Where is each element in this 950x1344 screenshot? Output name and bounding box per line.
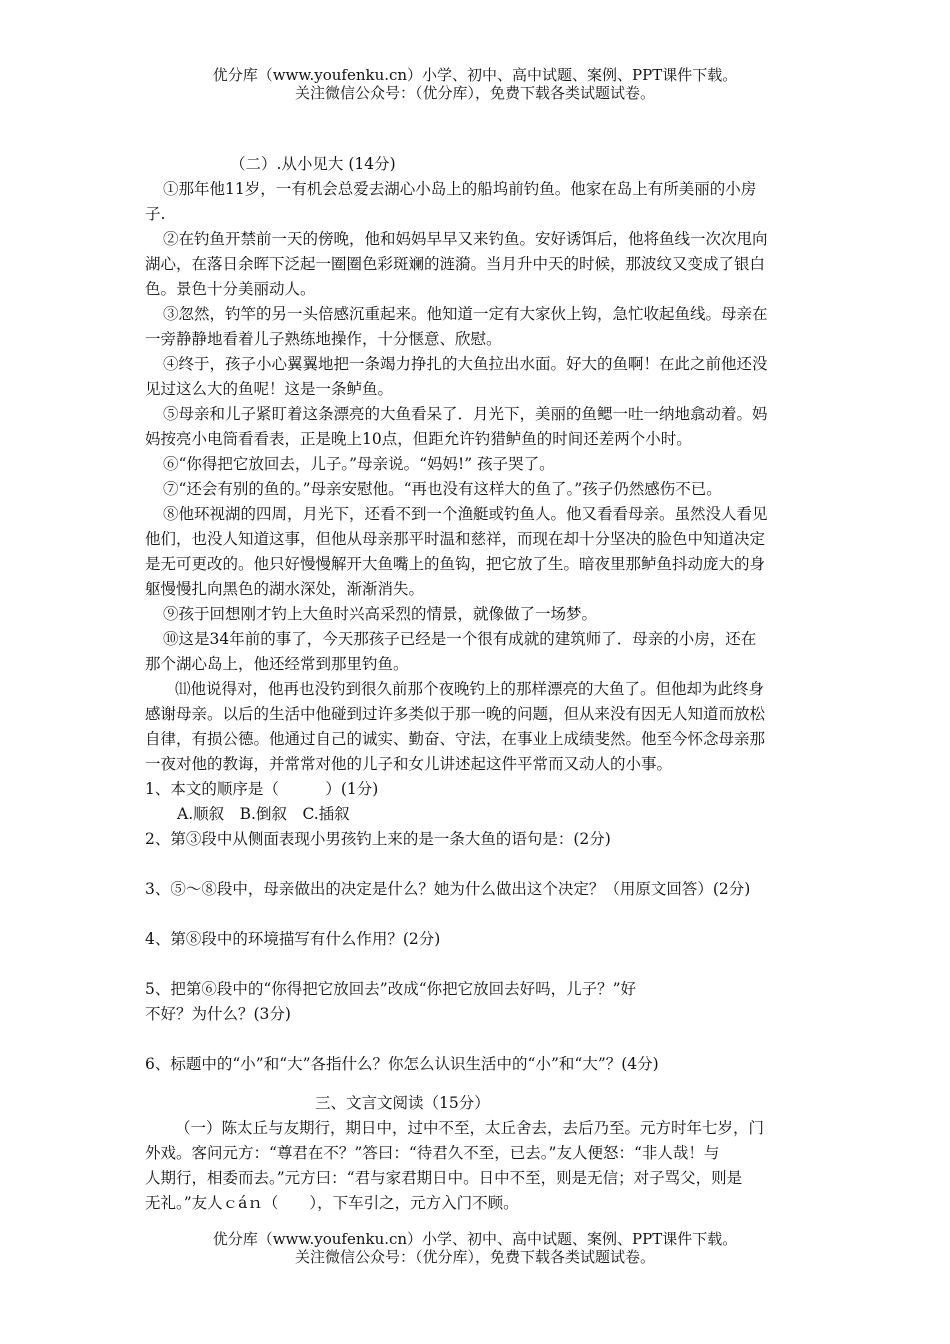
question-1-options: A.顺叙 B.倒叙 C.插叙 [177,805,350,823]
paragraph-line: 是无可更改的。他只好慢慢解开大鱼嘴上的鱼钩，把它放了生。暗夜里那鲈鱼抖动庞大的身 [145,555,766,573]
passage-line: 人期行，相委而去。”元方曰：“君与家君期日中。日中不至，则是无信；对子骂父，则是 [145,1169,743,1187]
paragraph-line: 躯慢慢扎向黑色的湖水深处，渐渐消失。 [145,580,425,598]
footer-line-2: 关注微信公众号：（优分库），免费下载各类试题试卷。 [294,1248,655,1266]
page-footer [0,1230,950,1266]
section2-title: （二）.从小见大 (14分) [230,155,396,173]
question-6: 6、标题中的“小”和“大”各指什么？你怎么认识生活中的“小”和“大”？(4分) [145,1055,659,1073]
paragraph-line: 感谢母亲。以后的生活中他碰到过许多类似于那一晚的问题，但从来没有因无人知道而放松 [145,705,766,723]
question-4: 4、第⑧段中的环境描写有什么作用？(2分) [145,930,441,948]
section3-title: 三、文言文阅读（15分） [315,1094,490,1112]
paragraph-line: 自律，有损公德。他通过自己的诚实、勤奋、守法，在事业上成绩斐然。他至今怀念母亲那 [145,730,766,748]
question-5-line-2: 不好？为什么？(3分) [145,1005,291,1023]
header-line-2: 关注微信公众号：（优分库），免费下载各类试题试卷。 [294,84,655,102]
question-5-line-1: 5、把第⑥段中的“你得把它放回去”改成“你把它放回去好吗，儿子？”好 [145,980,637,998]
paragraph-first-line: ④终于，孩子小心翼翼地把一条竭力挣扎的大鱼拉出水面。好大的鱼啊！在此之前他还没 [163,355,768,373]
question-2: 2、第③段中从侧面表现小男孩钓上来的是一条大鱼的语句是：(2分) [145,830,611,848]
question-1: 1、本文的顺序是（ ）(1分) [145,780,379,798]
question-3: 3、⑤～⑧段中，母亲做出的决定是什么？她为什么做出这个决定？（用原文回答）(2分) [145,880,751,898]
paragraph-line: 一旁静静地看着儿子熟练地操作，十分惬意、欣慰。 [145,330,502,348]
paragraph-line: 见过这么大的鱼呢！这是一条鲈鱼。 [145,380,394,398]
paragraph-first-line: ⑾他说得对，他再也没钓到很久前那个夜晚钓上的那样漂亮的大鱼了。但他却为此终身 [175,680,765,698]
section3-passage [145,1116,815,1216]
paragraph-first-line: ⑩这是34年前的事了，今天那孩子已经是一个很有成就的建筑师了．母亲的小房，还在 [163,630,757,648]
paragraph-first-line: ⑨孩于回想刚才钓上大鱼时兴高采烈的情景，就像做了一场梦。 [163,605,598,623]
section2-paragraphs [145,177,815,777]
page-header [0,66,950,102]
paragraph-first-line: ②在钓鱼开禁前一天的傍晚，他和妈妈早早又来钓鱼。安好诱饵后，他将鱼线一次次甩向 [163,230,768,248]
paragraph-line: 子. [145,205,166,223]
passage-line: （一）陈太丘与友期行，期日中，过中不至，太丘舍去，去后乃至。元方时年七岁，门 [175,1119,765,1137]
paragraph-first-line: ⑦“还会有别的鱼的。”母亲安慰他。“再也没有这样大的鱼了。”孩子仍然感伤不已。 [163,480,722,498]
passage-line: 无礼。”友人ｃáｎ（ ），下车引之，元方入门不顾。 [145,1194,519,1212]
document-body [145,152,815,1216]
paragraph-first-line: ①那年他11岁，一有机会总爱去湖心小岛上的船坞前钓鱼。他家在岛上有所美丽的小房 [163,180,757,198]
paragraph-first-line: ⑥“你得把它放回去，儿子。”母亲说。“妈妈!” 孩子哭了。 [163,455,555,473]
paragraph-first-line: ⑧他环视湖的四周，月光下，还看不到一个渔艇或钓鱼人。他又看看母亲。虽然没人看见 [163,505,768,523]
paragraph-line: 湖心，在落日余晖下泛起一圈圈色彩斑斓的涟漪。当月升中天的时候，那波纹又变成了银白 [145,255,766,273]
paragraph-line: 那个湖心岛上，他还经常到那里钓鱼。 [145,655,409,673]
paragraph-first-line: ⑤母亲和儿子紧盯着这条漂亮的大鱼看呆了．月光下，美丽的鱼鳃一吐一纳地翕动着。妈 [163,405,768,423]
passage-line: 外戏。客问元方：“尊君在不？”答曰：“待君久不至，已去。”友人便怒：“非人哉！与 [145,1144,720,1162]
paragraph-line: 他们，也没人知道这事，但他从母亲那平时温和慈祥，而现在却十分坚决的脸色中知道决定 [145,530,766,548]
header-line-1: 优分库（www.youfenku.cn）小学、初中、高中试题、案例、PPT课件下载。 [212,66,738,84]
paragraph-first-line: ③忽然，钓竿的另一头倍感沉重起来。他知道一定有大家伙上钩，急忙收起鱼线。母亲在 [163,305,768,323]
paragraph-line: 色。景色十分美丽动人。 [145,280,316,298]
paragraph-line: 妈按亮小电筒看看表，正是晚上10点，但距允许钓猎鲈鱼的时间还差两个小时。 [145,430,692,448]
paragraph-line: 一夜对他的教诲，并常常对他的儿子和女儿讲述起这件平常而又动人的小事。 [145,755,673,773]
footer-line-1: 优分库（www.youfenku.cn）小学、初中、高中试题、案例、PPT课件下载。 [212,1230,738,1248]
